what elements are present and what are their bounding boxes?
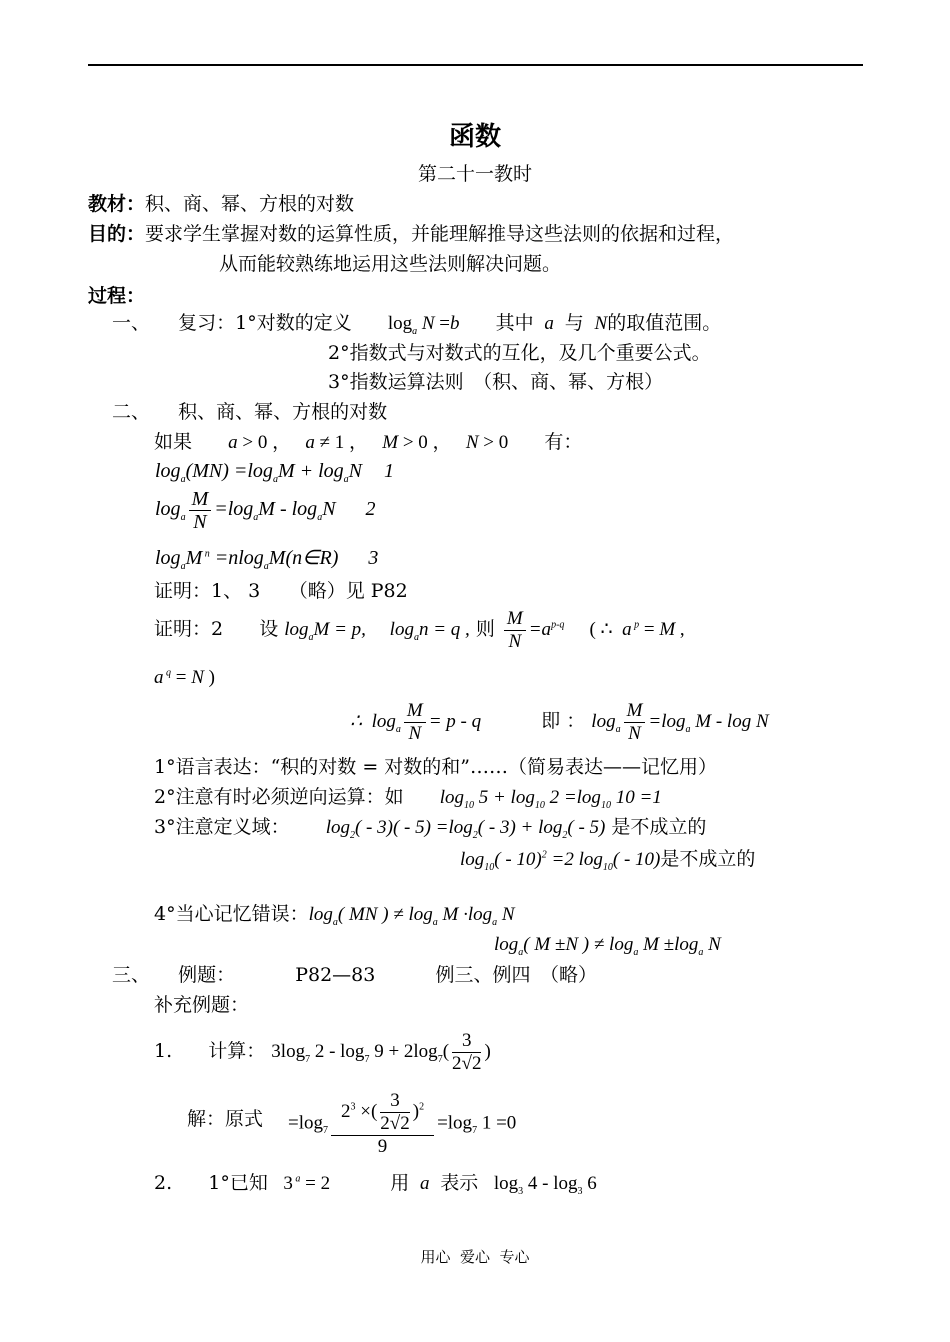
section2-title: 积、商、幂、方根的对数 [178,401,388,423]
note3-not-valid-2: 是不成立的 [660,848,756,870]
log-def-label: 1°对数的定义 [235,312,352,334]
section3-supplement: 补充例题： [154,994,250,1016]
material-line [88,193,354,215]
goal-text-1: 要求学生掌握对数的运算性质，并能理解推导这些法则的依据和过程， [145,223,735,245]
section3-label: 例题： [178,964,236,986]
proof2-ie: 即 ： [541,709,586,732]
goal-line-2: 从而能较熟练地运用这些法则解决问题。 [219,253,562,275]
material-text: 积、商、幂、方根的对数 [145,193,355,215]
rule-product: $\log_a(MN) =\log_aM + \log_aN$ 1 [155,460,394,485]
example-1 [154,1030,491,1075]
section2-num: 二、 [112,401,151,423]
var-N: N [589,313,608,334]
section1-label: 复习： [178,312,236,334]
proof2-result: $\frac{M}{N}$ $=a^{p-q}$ [501,619,565,640]
note2-text: 2°注意有时必须逆向运算：如 [154,786,404,808]
note4-formula-2: $\log_a$( M ±N ) ≠ $\log_a M \pm\log_a$ N [494,934,721,958]
solution-label: 解：原式 [187,1108,264,1130]
note-3 [154,816,706,839]
log-def-range: 的取值范围。 [607,312,722,334]
ex2-target: $\log_3 4 - \log_3 6$ [484,1173,597,1197]
section2-header [112,401,387,423]
condition-if: 如果 [154,431,193,453]
note3-formula-1: $\log_2( - 3)( - 5) =\log_2( - 3) + \log_2( - 5)$ [325,817,606,841]
log-def-where: 其中 [495,312,534,334]
section3-header [112,964,597,986]
section1-num: 一、 [112,312,151,334]
proof2-assume: $\log_aM = p$, $\log_an = q$ , [284,618,470,643]
proof2-label: 证明：2 [154,617,224,640]
section1-item1 [112,312,721,335]
process-label: 过程： [88,285,146,307]
page-subtitle: 第二十一教时 [417,163,532,185]
proof2-because: ( ∴ a $^p$ = M , [570,618,685,640]
rule-quotient: $\log_a$ $\frac{M}{N}$ $=\log_aM - \log_aN$ 2 [155,488,376,533]
condition-formula: a > 0 ， a ≠ 1 ， M > 0 ， N > 0 [228,432,509,453]
proof2-set: 设 [259,617,279,640]
ex2-var-a: a [415,1173,435,1194]
proof-1-3: 证明：1、 3 （略）见 P82 [154,580,408,602]
goal-label: 目的： [88,223,146,245]
ex2-given: 1°已知 [208,1172,268,1194]
section2-condition [154,431,582,454]
section1-item3: 3°指数运算法则 （积、商、幂、方根） [328,371,664,393]
proof2-then: 则 [475,617,495,640]
condition-has: 有： [544,431,583,453]
ex2-condition: 3 $^a$ = 2 [273,1173,331,1194]
var-a: a [539,313,559,334]
proof2-conclusion [350,700,769,745]
note-1: 1°语言表达：“积的对数 = 对数的和”……（简易表达——记忆用） [154,756,718,778]
proof-2 [154,608,685,653]
section3-ref: P82—83 [295,964,376,986]
note3-formula-2: $\log_{10}( - 10)^2 =2$ $\log_{10}( - 10)$ [460,849,661,873]
log-def-formula: $\log_a N =b$ [387,313,460,337]
note3-text: 3°注意定义域： [154,816,290,838]
proof2-final: $\log_a$ $\frac{M}{N}$ $=\log_a$ M - log N [591,700,769,744]
section3-examples: 例三、例四 （略） [435,964,597,986]
note-2 [154,786,662,809]
note3-not-valid-1: 是不成立的 [611,816,707,838]
ex1-formula: $3\log_7$ $2 - \log_7 9 + 2\log_7$( $\frac{3}{2√2}$ ) [271,1030,491,1074]
rule-power: $\log_aM$ $^n$ =nlog$_a$M(n∈R) 3 [155,547,379,572]
page-title: 函数 [448,122,501,152]
solution-formula: $=\log_7$ $2^3$ ×( $\frac{3}{2√2}$ )$^2$ 9 $=\log_7$ 1 =0 [288,1090,517,1157]
section1-item2: 2°指数式与对数式的互化，及几个重要公式。 [328,342,711,364]
note-4 [154,903,515,926]
log-def-and: 与 [564,312,584,334]
note4-text: 4°当心记忆错误： [154,903,309,925]
note4-formula-1: $\log_a$( MN ) ≠ $\log_a M \cdot\log_a$ N [308,904,515,928]
note2-formula: $\log_{10} 5 + \log_{10} 2 =\log_{10}$ 10 =1 [439,787,662,811]
ex2-express: 表示 [440,1172,479,1194]
ex1-num: 1. [154,1039,173,1062]
ex2-num: 2. [154,1172,173,1194]
proof2-because-cont: a $^q$ = N ) [154,667,215,688]
ex1-label: 计算： [208,1039,266,1062]
page-footer: 用心 爱心 专心 [420,1248,530,1266]
header-rule [88,64,863,66]
material-label: 教材： [88,193,146,215]
ex2-use: 用 [390,1172,410,1194]
note-3-second [460,848,755,871]
section3-num: 三、 [112,964,151,986]
goal-line-1 [88,223,734,245]
proof2-therefore: ∴ $\log_a$ $\frac{M}{N}$ = p - q [350,700,482,744]
example-2 [154,1172,597,1195]
